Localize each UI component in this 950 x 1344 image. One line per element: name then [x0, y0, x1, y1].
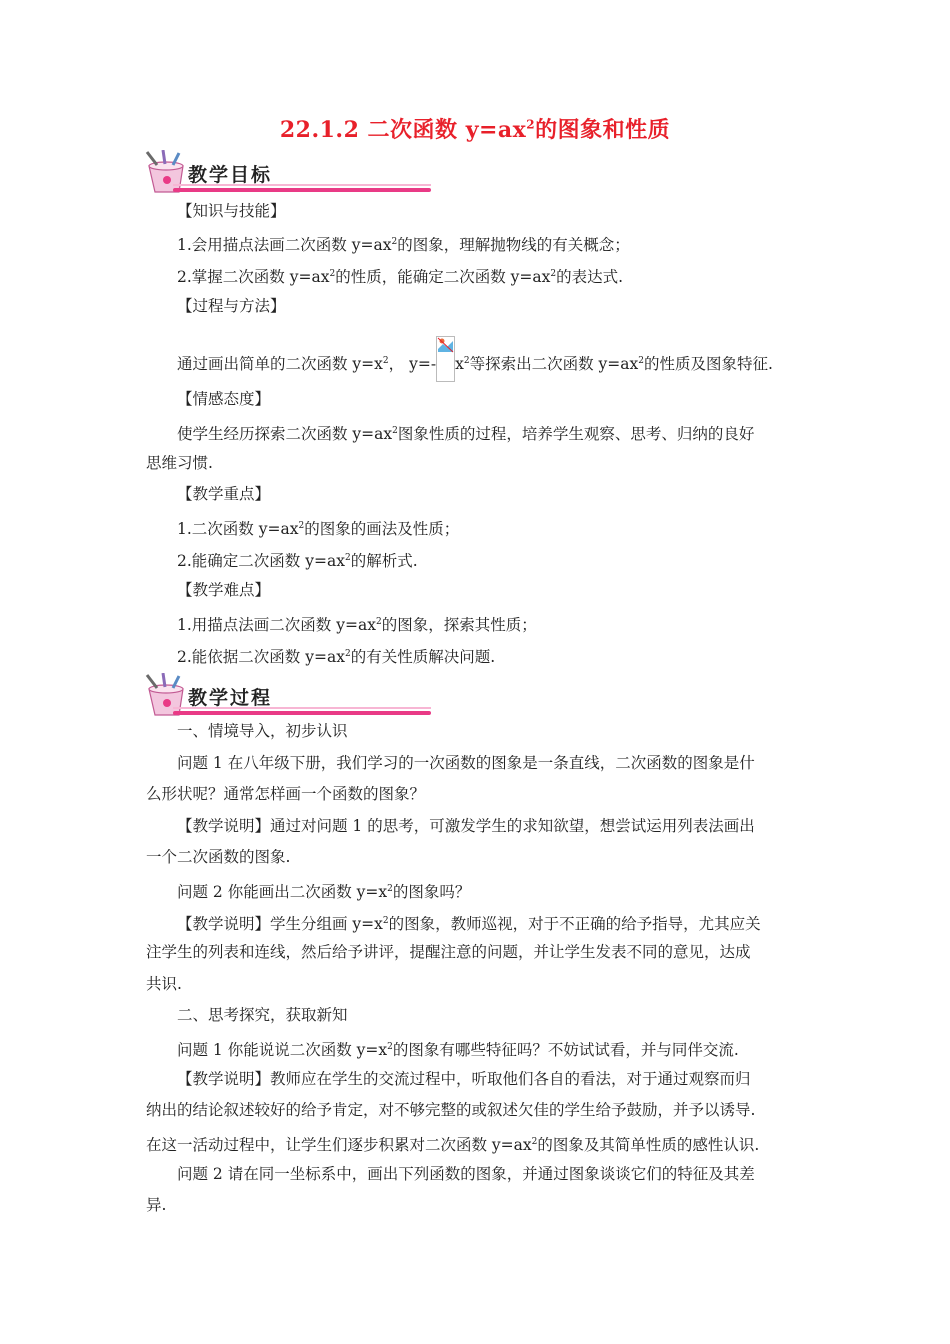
text-line: 【教学说明】学生分组画 $y=x^2$的图象，教师巡视，对于不正确的给予指导，尤其应关 — [177, 915, 761, 934]
text-line: 思维习惯. — [146, 454, 213, 472]
text-line: 注学生的列表和连线，然后给予讲评，提醒注意的问题，并让学生发表不同的意见，达成 — [146, 943, 751, 961]
text-line: 2.能依据二次函数 $y=ax^2$的有关性质解决问题. — [177, 648, 496, 667]
text-line: 【教学难点】 — [177, 581, 271, 599]
text-line: 【知识与技能】 — [177, 202, 286, 220]
text-line: 2.掌握二次函数 $y=ax^2$的性质，能确定二次函数 $y=ax^2$的表达式. — [177, 268, 624, 287]
text-line: 问题 1 你能说说二次函数 $y=x^2$的图象有哪些特征吗？不妨试试看，并与同伴交流. — [177, 1041, 739, 1060]
section-title: 教学过程 — [188, 687, 273, 709]
text-line: 么形状呢？通常怎样画一个函数的图象？ — [146, 785, 426, 803]
text-line: 【教学说明】通过对问题 1 的思考，可激发学生的求知欲望，想尝试运用列表法画出 — [177, 817, 755, 835]
section-header-objectives — [143, 150, 293, 196]
text-line: 问题 1 在八年级下册，我们学习的一次函数的图象是一条直线，二次函数的图象是什 — [177, 754, 755, 772]
text-line: 二、思考探究，获取新知 — [177, 1006, 348, 1024]
section-title: 教学目标 — [188, 164, 273, 186]
section-underline — [173, 711, 431, 715]
text-line: 【教学说明】教师应在学生的交流过程中，听取他们各自的看法，对于通过观察而归 — [177, 1070, 751, 1088]
text-line: 1.会用描点法画二次函数 $y=ax^2$的图象，理解抛物线的有关概念； — [177, 236, 630, 255]
text-line: 纳出的结论叙述较好的给予肯定，对不够完整的或叙述欠佳的学生给予鼓励，并予以诱导. — [146, 1101, 756, 1119]
text-line: 2.能确定二次函数 $y=ax^2$的解析式. — [177, 552, 418, 571]
text-line: 【过程与方法】 — [177, 297, 286, 315]
text-line: 问题 2 请在同一坐标系中，画出下列函数的图象，并通过图象谈谈它们的特征及其差 — [177, 1165, 755, 1183]
broken-image-icon — [436, 336, 455, 382]
title-superscript: 2 — [526, 117, 536, 132]
text-line: 通过画出简单的二次函数 $y=x^2$， y=- $x^2$等探索出二次函数 $y=ax^2$的性质及图象特征. — [177, 342, 837, 388]
title-suffix: 的图象和性质 — [535, 117, 671, 143]
text-line: 【情感态度】 — [177, 390, 271, 408]
text-line: 使学生经历探索二次函数 $y=ax^2$图象性质的过程，培养学生观察、思考、归纳的良好 — [177, 425, 755, 444]
text-line: 问题 2 你能画出二次函数 $y=x^2$的图象吗？ — [177, 883, 471, 902]
text-line: 一、情境导入，初步认识 — [177, 722, 348, 740]
text-line: 一个二次函数的图象. — [146, 848, 291, 866]
text-line: 1.用描点法画二次函数 $y=ax^2$的图象，探索其性质； — [177, 616, 537, 635]
page-title — [0, 113, 950, 144]
section-underline — [173, 188, 431, 192]
text-line: 1.二次函数 $y=ax^2$的图象的画法及性质； — [177, 520, 460, 539]
text-line: 【教学重点】 — [177, 485, 271, 503]
text-line: 共识. — [146, 975, 182, 993]
text-line: 在这一活动过程中，让学生们逐步积累对二次函数 $y=ax^2$的图象及其简单性质的感性认识. — [146, 1136, 760, 1155]
section-header-process — [143, 673, 293, 719]
title-text: 22.1.2 二次函数 y=ax — [279, 117, 527, 143]
text-line: 异. — [146, 1196, 167, 1214]
